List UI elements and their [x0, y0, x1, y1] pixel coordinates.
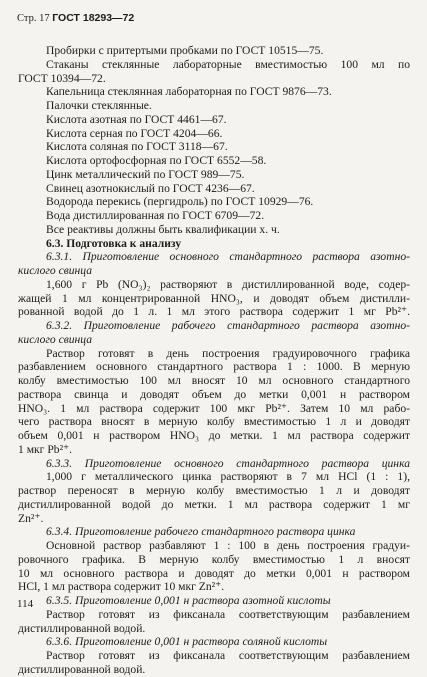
text-line: Кислота азотная по ГОСТ 4461—67. [46, 112, 227, 126]
text-line: HNO₃. 1 мл раствора содержит 100 мкг Pb²⁺. Затем 10 мл рабо- [18, 401, 410, 415]
page-number: 114 [17, 598, 34, 610]
header-page-ref: Стр. 17 [17, 13, 50, 24]
text-line: 6.3. Подготовка к анализу [46, 236, 182, 250]
text-line: кислого свинца [18, 264, 93, 277]
text-line: Кислота соляная по ГОСТ 3118—67. [46, 140, 228, 154]
text-line: Кислота ортофосфорная по ГОСТ 6552—58. [46, 154, 267, 167]
text-line: 6.3.6. Приготовление 0,001 н раствора соляной кислоты [46, 635, 328, 649]
text-line: ровочного графика. В мерную колбу вместимостью 1 л вносят [18, 552, 410, 566]
text-line: Вода дистиллированная по ГОСТ 6709—72. [46, 209, 265, 222]
text-line: 1,000 г металлического цинка растворяют в 7 мл HCl (1 : 1), [46, 470, 410, 484]
text-line: Кислота серная по ГОСТ 4204—66. [46, 126, 223, 140]
text-line: Стаканы стеклянные лабораторные вместимостью 100 мл по [46, 57, 410, 71]
text-line: Zn²⁺. [18, 511, 44, 525]
text-line: 10 мл основного раствора и доводят до метки 0,001 н раствором [18, 566, 410, 580]
text-line: Раствор готовят из фиксанала соответствующим разбавлением [46, 607, 410, 621]
text-line: Цинк металлический по ГОСТ 989—75. [46, 167, 245, 181]
text-line: Свинец азотнокислый по ГОСТ 4236—67. [46, 181, 255, 195]
header-gost-number: ГОСТ 18293—72 [52, 12, 135, 24]
text-line: Все реактивы должны быть квалификации х. ч. [46, 222, 280, 236]
text-line: Основной раствор разбавляют 1 : 100 в день построения градуи- [46, 539, 410, 552]
text-line: чего раствора вносят в мерную колбу вместимостью 1 л и доводят [18, 415, 410, 429]
page-header [17, 12, 134, 24]
text-line: дистиллированной водой. [18, 662, 146, 676]
text-line: дистиллированной водой до метки. 1 мл раствора содержит 1 мг [18, 497, 410, 511]
text-line: жащей 1 мл концентрированной HNO₃, и доводят объем дистилли- [18, 291, 410, 305]
text-line: кислого свинца [18, 332, 93, 346]
text-line: Пробирки с притертыми пробками по ГОСТ 10515—75. [46, 44, 324, 57]
text-line: Водорода перекись (пергидроль) по ГОСТ 10929—76. [46, 195, 314, 209]
text-line: колбу вместимостью 100 мл вносят 10 мл основного стандартного [18, 374, 410, 387]
text-line: Раствор готовят в день построения градуировочного графика [46, 346, 410, 360]
text-line: Раствор готовят из фиксанала соответствующим разбавлением [46, 649, 410, 662]
text-line: Палочки стеклянные. [46, 99, 152, 112]
text-line: рованной водой до 1 л. 1 мл этого раствора содержит 1 мг Pb²⁺. [18, 305, 410, 319]
text-line: 6.3.3. Приготовление основного стандартного раствора цинка [46, 456, 410, 470]
text-line: HCl, 1 мл раствора содержит 10 мкг Zn²⁺. [18, 580, 225, 594]
text-line: объем 0,001 н раствором HNO₃ до метки. 1 мл раствора содержит [18, 429, 410, 442]
text-line: Капельница стеклянная лабораторная по ГОСТ 9876—73. [46, 85, 332, 99]
text-line: 6.3.2. Приготовление рабочего стандартного раствора азотно- [46, 319, 410, 332]
text-line: дистиллированной водой. [18, 621, 146, 635]
text-line: ГОСТ 10394—72. [18, 71, 106, 85]
text-line: раствора свинца и доводят объем до метки 0,001 н раствором [18, 387, 410, 401]
text-line: 1 мкг Pb²⁺. [18, 442, 73, 456]
text-line: 6.3.4. Приготовление рабочего стандартного раствора цинка [46, 525, 356, 539]
text-line: раствор переносят в мерную колбу вместимостью 1 л и доводят [18, 484, 410, 497]
text-line: 6.3.5. Приготовление 0,001 н раствора азотной кислоты [46, 594, 331, 607]
text-line: 6.3.1. Приготовление основного стандартного раствора азотно- [46, 250, 410, 264]
text-line: 1,600 г Pb (NO₃)₂ растворяют в дистиллированной воде, содер- [46, 277, 410, 291]
text-line: разбавлением основного стандартного раствора 1 : 1000. В мерную [18, 360, 410, 374]
